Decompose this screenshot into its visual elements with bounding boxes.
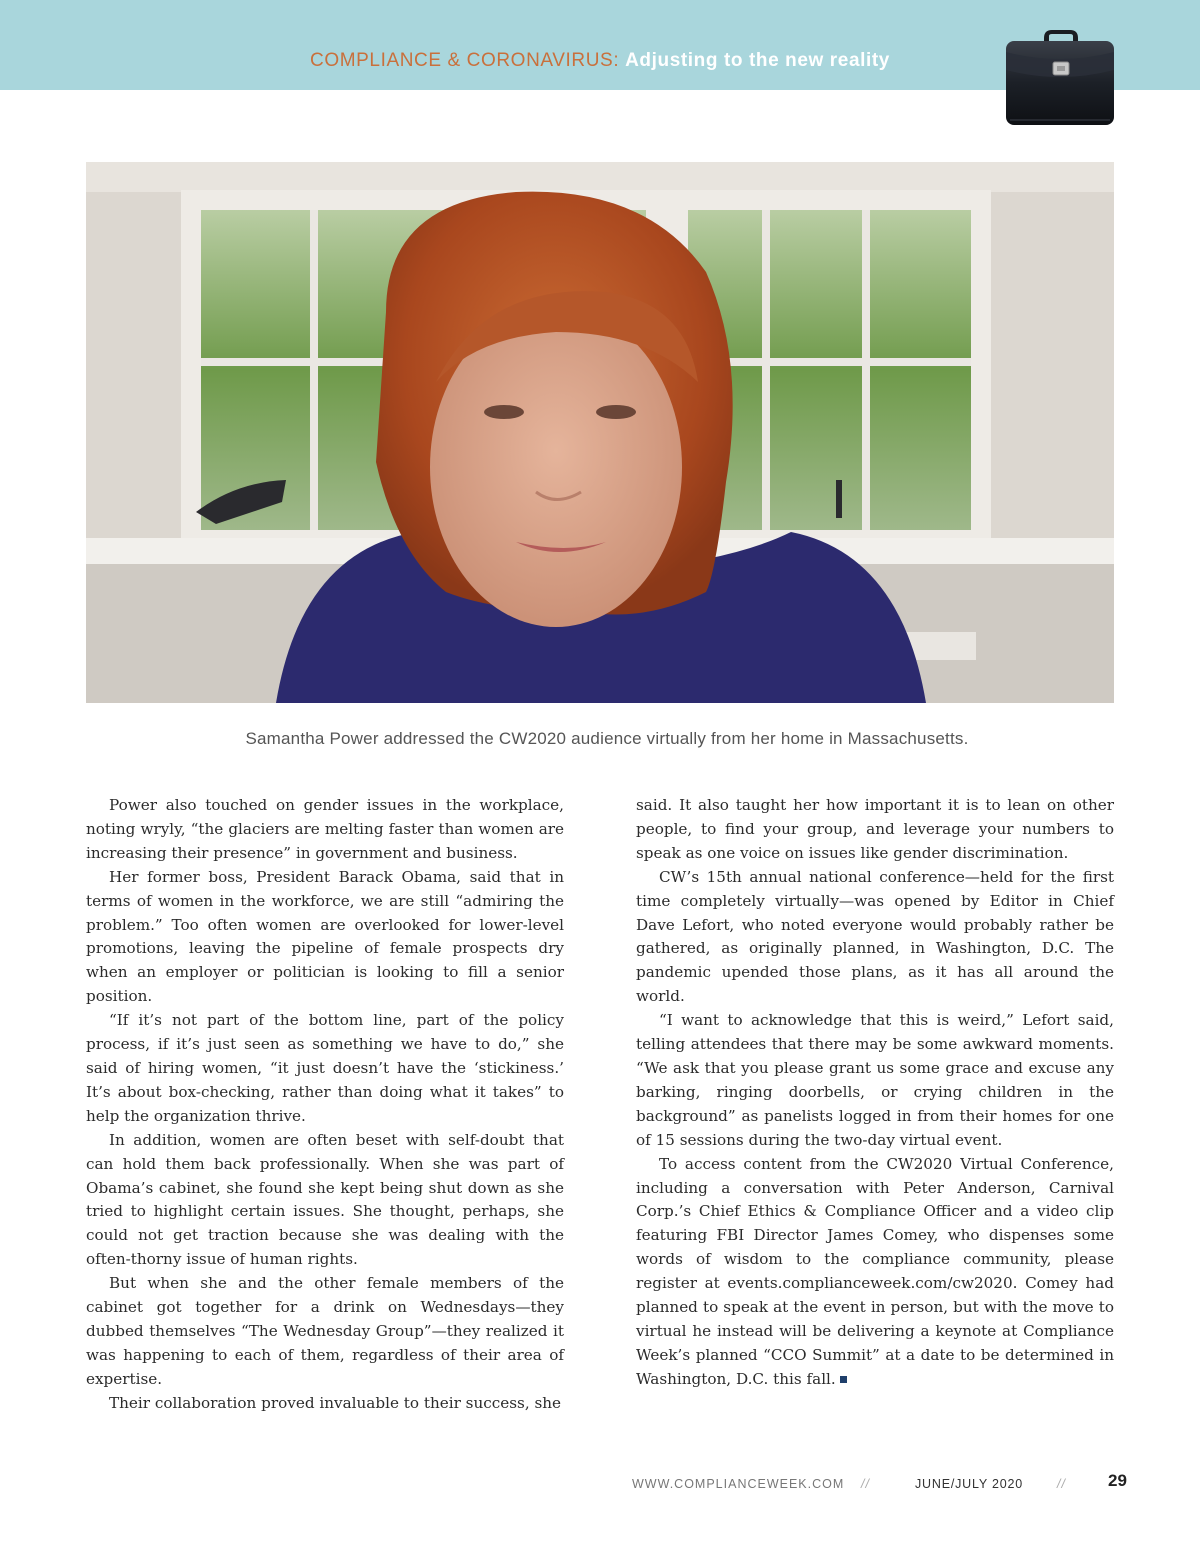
footer-separator: // — [1057, 1477, 1066, 1491]
footer-url: WWW.COMPLIANCEWEEK.COM — [632, 1477, 845, 1491]
paragraph: Power also touched on gender issues in the workplace, noting wryly, “the glaciers are melting faster than women are increasing their presence” in government and business. — [86, 796, 564, 862]
section-label: COMPLIANCE & CORONAVIRUS: — [310, 50, 620, 71]
article-column-right — [636, 794, 1114, 1392]
photo-caption: Samantha Power addressed the CW2020 audience virtually from her home in Massachusetts. — [245, 729, 969, 748]
paragraph: said. It also taught her how important it is to lean on other people, to find your group, and leverage your numbers to speak as one voice on issues like gender discrimination. — [636, 796, 1114, 862]
paragraph: “If it’s not part of the bottom line, part of the policy process, if it’s just seen as something we have to do,” she said of hiring women, “it just doesn’t have the ‘stickiness.’ It’s about box-checking, rather than doing what it takes” to help the organization thrive. — [86, 1011, 564, 1125]
briefcase-icon — [1000, 22, 1120, 128]
paragraph: Her former boss, President Barack Obama, said that in terms of women in the workforce, we are still “admiring the problem.” Too often women are overlooked for lower-level promotions, leaving the pipeline of female prospects dry when an employer or politician is looking to fill a senior position. — [86, 867, 564, 1006]
paragraph: “I want to acknowledge that this is weird,” Lefort said, telling attendees that there may be some awkward moments. “We ask that you please grant us some grace and excuse any barking, ringing doorbells, or crying children in the background” as panelists logged in from their homes for one of 15 sessions during the two-day virtual event. — [636, 1011, 1114, 1149]
paragraph: But when she and the other female members of the cabinet got together for a drink on Wednesdays—they dubbed themselves “The Wednesday Group”—they realized it was happening to each of them, regardless of their area of expertise. — [86, 1274, 564, 1388]
last-paragraph — [636, 1153, 1114, 1392]
paragraph-text: To access content from the CW2020 Virtual Conference, including a conversation with Peter Anderson, Carnival Corp.’s Chief Ethics & Compliance Officer and a video clip featuring FBI Director James Comey, who dispenses some words of wisdom to the compliance community, please register at events.complianceweek.com/cw2020. Comey had planned to speak at the event in person, but with the move to virtual he instead will be delivering a keynote at Compliance Week’s planned “CCO Summit” at a date to be determined in Washington, D.C. this fall. — [636, 1154, 1114, 1388]
speaker-photo — [86, 162, 1114, 703]
article-column-left — [86, 794, 564, 1416]
footer-issue-date: JUNE/JULY 2020 — [915, 1477, 1024, 1491]
paragraph: In addition, women are often beset with self-doubt that can hold them back professionally. When she was part of Obama’s cabinet, she found she kept being shut down as she tried to highlight certain issues. She thought, perhaps, she could not get traction because she was dealing with the often-thorny issue of human rights. — [86, 1130, 564, 1269]
paragraph: CW’s 15th annual national conference—held for the first time completely virtually—was opened by Editor in Chief Dave Lefort, who noted everyone would probably rather be gathered, as originally planned, in Washington, D.C. The pandemic upended those plans, as it has all around the world. — [636, 867, 1114, 1006]
page-number: 29 — [1108, 1471, 1127, 1490]
end-mark-icon — [840, 1376, 847, 1383]
paragraph: Their collaboration proved invaluable to their success, she — [109, 1393, 562, 1412]
footer-separator: // — [861, 1477, 870, 1491]
section-subtitle: Adjusting to the new reality — [625, 50, 890, 71]
